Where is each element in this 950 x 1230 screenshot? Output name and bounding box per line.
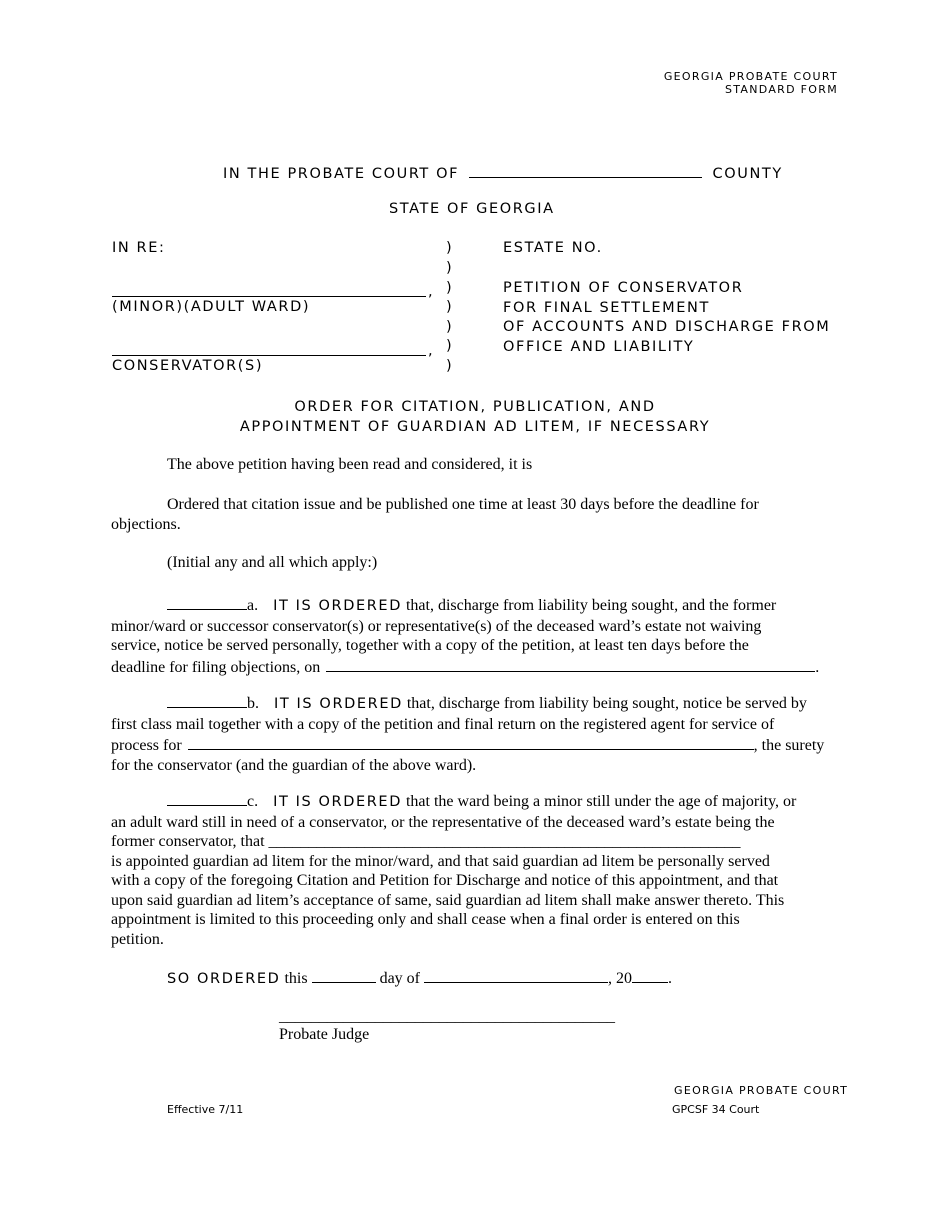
ordered-paragraph (111, 495, 839, 534)
intro-text: The above petition having been read and considered, it is (167, 456, 533, 473)
surety-field[interactable] (188, 734, 754, 750)
so-ordered-this: this (280, 970, 312, 987)
item-text: for the conservator (and the guardian of the above ward). (111, 756, 477, 774)
order-title-line-1: ORDER FOR CITATION, PUBLICATION, AND (294, 399, 656, 415)
item-text: process for (111, 737, 182, 754)
so-ordered-caps: SO ORDERED (167, 971, 281, 987)
header-line-1: GEORGIA PROBATE COURT (663, 70, 838, 83)
day-field[interactable] (312, 967, 376, 983)
caption-paren: ) (446, 299, 452, 315)
footer-effective: Effective 7/11 (167, 1103, 244, 1116)
item-b (111, 692, 839, 775)
caption-paren: ) (446, 280, 452, 296)
so-ordered-line (167, 967, 672, 988)
item-letter: c. (247, 793, 259, 810)
item-text: first class mail together with a copy of the petition and final return on the registered agent for service of (111, 715, 775, 733)
so-ordered-year: , 20 (608, 970, 633, 987)
item-caps: IT IS ORDERED (274, 696, 403, 712)
court-prefix: IN THE PROBATE COURT OF (223, 166, 460, 182)
state-line: STATE OF GEORGIA (389, 201, 555, 217)
month-field[interactable] (424, 967, 608, 983)
initial-c-field[interactable] (167, 790, 247, 806)
guardian-name-line[interactable]: former conservator, that ___________________________________________________________ (111, 833, 741, 850)
item-text: service, notice be served personally, together with a copy of the petition, at least ten days before the (111, 637, 749, 654)
item-text: petition. (111, 930, 164, 948)
in-re-label: IN RE: (112, 240, 166, 256)
item-text: upon said guardian ad litem’s acceptance of same, said guardian ad litem shall make answer thereto. This (111, 891, 785, 909)
initial-instruction: (Initial any and all which apply:) (167, 554, 378, 571)
item-letter: b. (247, 695, 259, 712)
item-text: appointment is limited to this proceeding only and shall cease when a final order is entered on this (111, 911, 740, 928)
judge-signature-line[interactable]: __________________________________________ (279, 1008, 615, 1025)
caption-paren: ) (446, 319, 452, 335)
item-text: an adult ward still in need of a conservator, or the representative of the deceased ward’s estate being the (111, 813, 775, 831)
caption-paren: ) (446, 240, 452, 256)
court-line (223, 162, 783, 182)
ward-label: (MINOR)(ADULT WARD) (112, 299, 311, 315)
header-line-2: STANDARD FORM (724, 83, 838, 96)
county-suffix: COUNTY (712, 166, 783, 182)
item-text: minor/ward or successor conservator(s) or representative(s) of the deceased ward’s estate not waiving (111, 617, 762, 635)
header (664, 70, 838, 96)
item-text: with a copy of the foregoing Citation and Petition for Discharge and notice of this appointment, and that (111, 872, 779, 889)
petition-line: FOR FINAL SETTLEMENT (503, 299, 710, 316)
year-field[interactable] (632, 967, 668, 983)
initial-b-field[interactable] (167, 692, 247, 708)
ordered-line: objections. (111, 515, 181, 533)
item-end: . (815, 658, 820, 676)
ward-comma: , (428, 284, 433, 300)
item-caps: IT IS ORDERED (273, 598, 402, 614)
item-a (111, 594, 839, 677)
petition-title (503, 279, 830, 357)
caption-paren: ) (446, 358, 452, 374)
item-letter: a. (247, 597, 259, 614)
so-ordered-end: . (668, 970, 673, 987)
served-on-field[interactable] (326, 656, 815, 672)
item-caps: IT IS ORDERED (273, 794, 402, 810)
order-title-line-2: APPOINTMENT OF GUARDIAN AD LITEM, IF NECESSARY (239, 418, 711, 435)
estate-no-label: ESTATE NO. (503, 240, 603, 256)
conservator-label: CONSERVATOR(S) (112, 358, 264, 374)
so-ordered-day-of: day of (375, 970, 425, 987)
footer-court: GEORGIA PROBATE COURT (674, 1084, 849, 1097)
item-text: that the ward being a minor still under the age of majority, or (401, 793, 797, 810)
item-c (111, 790, 839, 949)
judge-label: Probate Judge (279, 1026, 370, 1043)
ward-name-field[interactable] (112, 296, 426, 297)
item-text: that, discharge from liability being sought, and the former (401, 597, 777, 614)
item-text: is appointed guardian ad litem for the minor/ward, and that said guardian ad litem be personally served (111, 852, 770, 870)
county-name-field[interactable] (469, 162, 702, 178)
item-text: , the surety (753, 737, 825, 754)
item-text: that, discharge from liability being sought, notice be served by (402, 695, 807, 712)
caption-paren: ) (446, 338, 452, 354)
initial-a-field[interactable] (167, 594, 247, 610)
caption-paren: ) (446, 260, 452, 276)
petition-line: OF ACCOUNTS AND DISCHARGE FROM (503, 319, 831, 336)
order-title (111, 398, 839, 437)
petition-line: OFFICE AND LIABILITY (503, 338, 695, 355)
ordered-line: Ordered that citation issue and be published one time at least 30 days before the deadline for (167, 496, 759, 513)
item-text: deadline for filing objections, on (111, 658, 321, 676)
conservator-comma: , (428, 343, 433, 359)
petition-line: PETITION OF CONSERVATOR (503, 280, 744, 296)
conservator-name-field[interactable] (112, 355, 426, 356)
footer-form-number: GPCSF 34 Court (672, 1103, 760, 1116)
